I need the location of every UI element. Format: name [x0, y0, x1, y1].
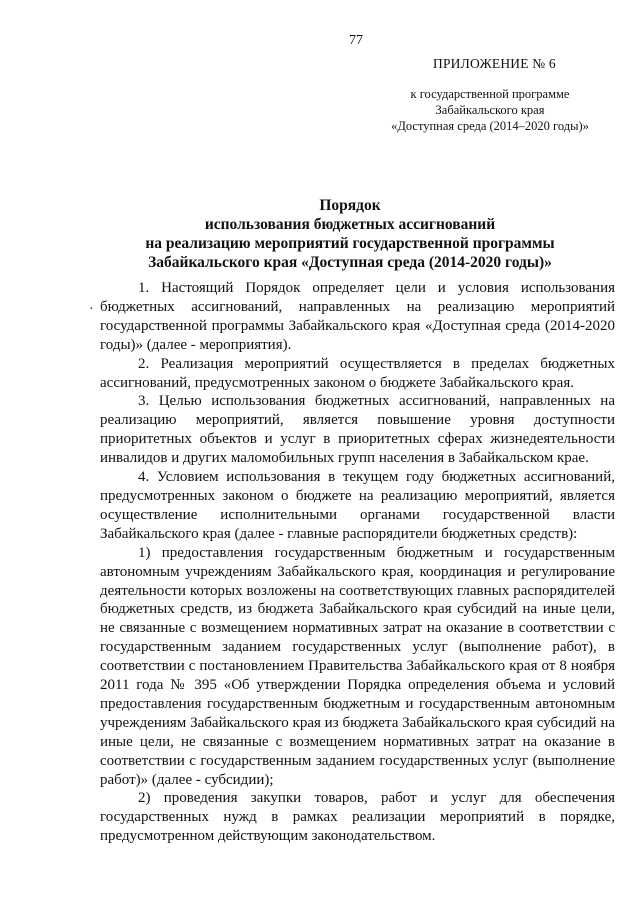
- margin-dot: ·: [89, 302, 94, 317]
- appendix-reference: [380, 86, 600, 134]
- title-line: на реализацию мероприятий государственной программы: [145, 235, 555, 252]
- appendix-ref-line: «Доступная среда (2014–2020 годы)»: [391, 119, 589, 133]
- document-title: [80, 196, 620, 272]
- appendix-label: ПРИЛОЖЕНИЕ № 6: [433, 56, 556, 71]
- paragraph: 2) проведения закупки товаров, работ и услуг для обеспечения государственных нужд в рамках реализации мероприятий в порядке, предусмотренном действующим законодательством.: [100, 790, 615, 845]
- title-line: использования бюджетных ассигнований: [204, 216, 496, 233]
- appendix-ref-line: Забайкальского края: [435, 103, 545, 117]
- title-line: Порядок: [319, 197, 381, 214]
- paragraph: 1. Настоящий Порядок определяет цели и условия использования бюджетных ассигнований, направленных на реализацию мероприятий государственной программы Забайкальского края «Доступная среда (2014-2020 годы)» (далее - мероприятия).: [100, 280, 615, 353]
- paragraph: 1) предоставления государственным бюджетным и государственным автономным учреждениям Забайкальского края, координация и регулирование деятельности которых возложены на соответствующих главных распорядителей бюджетных средств, из бюджета Забайкальского края субсидий на иные цели, не связанные с возмещением нормативных затрат на оказание в соответствии с государственным заданием государственных услуг (выполнение работ), в соответствии с постановлением Правительства Забайкальского края от 8 ноября 2011 года № 395 «Об утверждении Порядка определения объема и условий предоставления государственным бюджетным и государственным автономным учреждениям Забайкальского края из бюджета Забайкальского края субсидий на иные цели, не связанные с возмещением нормативных затрат на оказание в соответствии с государственным заданием государственных услуг (выполнение работ)» (далее - субсидии);: [100, 544, 615, 788]
- paragraph: 4. Условием использования в текущем году бюджетных ассигнований, предусмотренных законом о бюджете на реализацию мероприятий, является осуществление исполнительными органами государственной власти Забайкальского края (далее - главные распорядители бюджетных средств):: [100, 469, 615, 542]
- title-line: Забайкальского края «Доступная среда (2014-2020 годы)»: [148, 254, 552, 271]
- document-body: [100, 279, 615, 846]
- page-number: 77: [349, 33, 363, 48]
- paragraph: 2. Реализация мероприятий осуществляется в пределах бюджетных ассигнований, предусмотренных законом о бюджете Забайкальского края.: [100, 355, 615, 391]
- appendix-ref-line: к государственной программе: [410, 87, 570, 101]
- paragraph: 3. Целью использования бюджетных ассигнований, направленных на реализацию мероприятий, является повышение уровня доступности приоритетных объектов и услуг в приоритетных сферах жизнедеятельности инвалидов и других маломобильных групп населения в Забайкальском крае.: [100, 393, 615, 467]
